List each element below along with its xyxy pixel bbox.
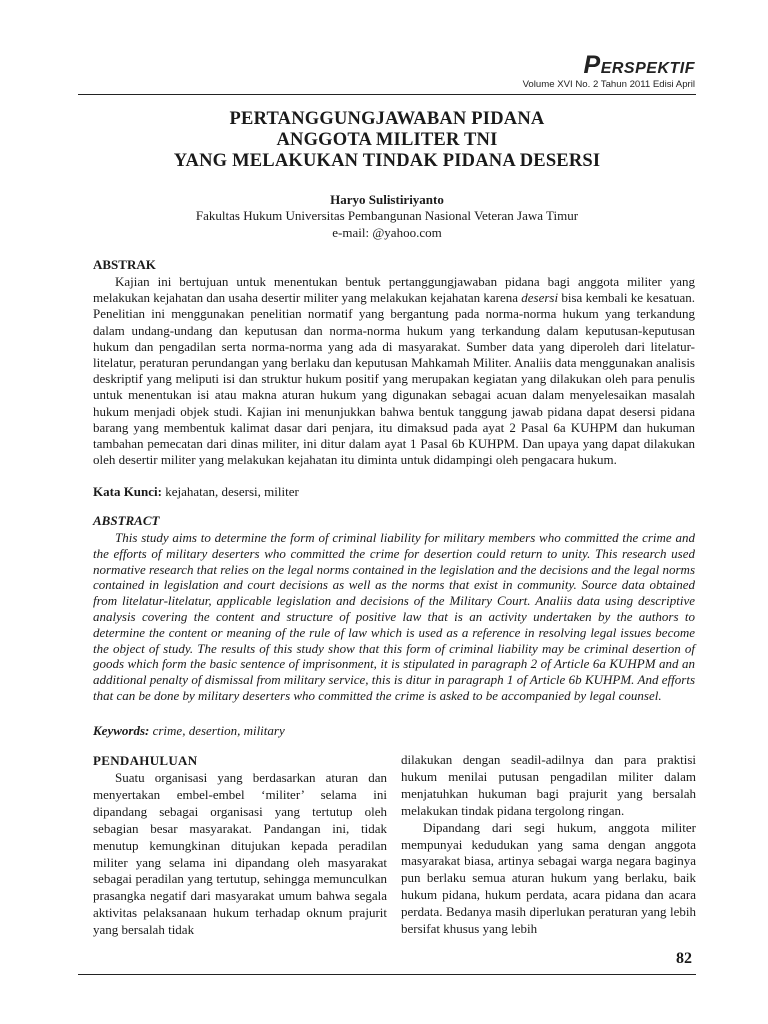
abstrak-text: Kajian ini bertujuan untuk menentukan bentuk pertanggungjawaban pidana bagi anggota militer yang melakukan kejahatan dan usaha desertir militer yang melakukan kejahatan karena desersi bisa kembali ke kesatuan. Penelitian ini menggunakan penelitian normatif yang bergantung pada norma-norma hukum yang terkandung dalam undang-undang dan keputusan dan norma-norma hukum yang terkandung dalam keputusan-keputusan hukum dan pengadilan serta norma-norma yang ada di masyarakat. Sumber data yang diperoleh dari litelatur-litelatur, peraturan perundangan yang berlaku dan keputusan Mahkamah Militer. Analiis data menggunakan analisis deskriptif yang meliputi isi dan struktur hukum positif yang merupakan kegiatan yang dilakukan oleh para penulis untuk menentukan isi atau makna aturan hukum yang digunakan sebagai acuan dalam menyelesaikan masalah hukum menjadi objek studi. Kajian ini menunjukkan bahwa bentuk tanggung jawab pidana dapat desersi pidana barang yang membentuk kalimat dasar dari penjara, itu dimaksud pada ayat 2 Pasal 6a KUHPM dan hukuman tambahan pemecatan dari dinas militer, ini ditur dalam ayat 1 Pasal 6b KUHPM. Dan upaya yang dapat dilakukan oleh desertir militer yang melakukan kejahatan itu diminta untuk didampingi oleh pengacara hukum. — [93, 274, 695, 468]
author-email: e-mail: @yahoo.com — [332, 225, 442, 240]
title-line: YANG MELAKUKAN TINDAK PIDANA DESERSI — [173, 151, 601, 171]
abstrak-heading: ABSTRAK — [93, 257, 156, 272]
page-number: 82 — [676, 950, 692, 967]
title-line: ANGGOTA MILITER TNI — [276, 130, 498, 150]
abstract-heading: ABSTRACT — [93, 513, 160, 528]
header-rule — [78, 94, 696, 95]
section-heading: PENDAHULUAN — [93, 753, 198, 768]
abstrak-keywords: Kata Kunci: kejahatan, desersi, militer — [93, 484, 299, 499]
abstract-keywords: Keywords: crime, desertion, military — [93, 723, 285, 738]
abstract-text: This study aims to determine the form of criminal liability for military members who committed the crime and the efforts of military deserters who committed the crime for desertion could return to unity. This research used normative research that relies on the legal norms contained in the legislation and the decisions and the legal norms contained in legislation and court decisions as well as the norms that exist in community. Source data obtained from litelatur-litelatur, applicable legislation and decisions of the Military Court. Analiis data using descriptive analysis covering the content and structure of positive law that is an activity undertaken by the authors to determine the content or meaning of the rule of law which is used as a reference in resolving legal issues become the object of study. The results of this study show that this form of criminal liability may be criminal desertion of goods which form the basic sentence of imprisonment, it is stipulated in paragraph 2 of Article 6a KUHPM and an additional penalty of dismissal from military service, this is ditur in paragraph 1 of Article 6b KUHPM. And efforts that can be done by military deserters who committed the crime is asked to be accompanied by legal counsel. — [93, 530, 695, 703]
title-line: PERTANGGUNGJAWABAN PIDANA — [229, 109, 545, 129]
author-affiliation: Fakultas Hukum Universitas Pembangunan Nasional Veteran Jawa Timur — [195, 208, 579, 223]
right-column — [401, 752, 696, 938]
body-paragraph: Suatu organisasi yang berdasarkan aturan dan menyertakan embel-embel ‘militer’ selama ini dipandang sebagai organisasi yang tertutup oleh sebagian besar masyarakat. Pandangan ini, tidak menutup kemungkinan ditujukan kepada peradilan militer yang selama ini dipandang oleh masyarakat sebagai peradilan yang tertutup, sehingga memunculkan prasangka negatif dari masyarakat umum bahwa segala aktivitas pelaksanaan hukum terhadap oknum prajurit yang bersalah tidak — [93, 770, 387, 938]
left-column — [93, 752, 387, 939]
body-paragraph: dilakukan dengan seadil-adilnya dan para praktisi hukum menilai putusan pengadilan militer dalam menjatuhkan hukuman bagi prajurit yang bersalah melakukan tindak pidana tergolong ringan. — [401, 752, 696, 818]
author-name: Haryo Sulistiriyanto — [330, 192, 444, 207]
article-title — [78, 109, 696, 172]
footer-rule — [78, 974, 696, 975]
journal-name: PERSPEKTIF — [583, 51, 695, 79]
running-header — [522, 51, 695, 90]
journal-issue: Volume XVI No. 2 Tahun 2011 Edisi April — [522, 79, 695, 90]
body-paragraph: Dipandang dari segi hukum, anggota militer mempunyai kedudukan yang sama dengan anggota masyarakat biasa, artinya sebagai warga negara baginya pun berlaku semua aturan hukum yang berlaku, baik hukum pidana, hukum perdata, acara pidana dan acara perdata. Bedanya masih diperlukan peraturan yang lebih bersifat khusus yang lebih — [401, 819, 696, 937]
